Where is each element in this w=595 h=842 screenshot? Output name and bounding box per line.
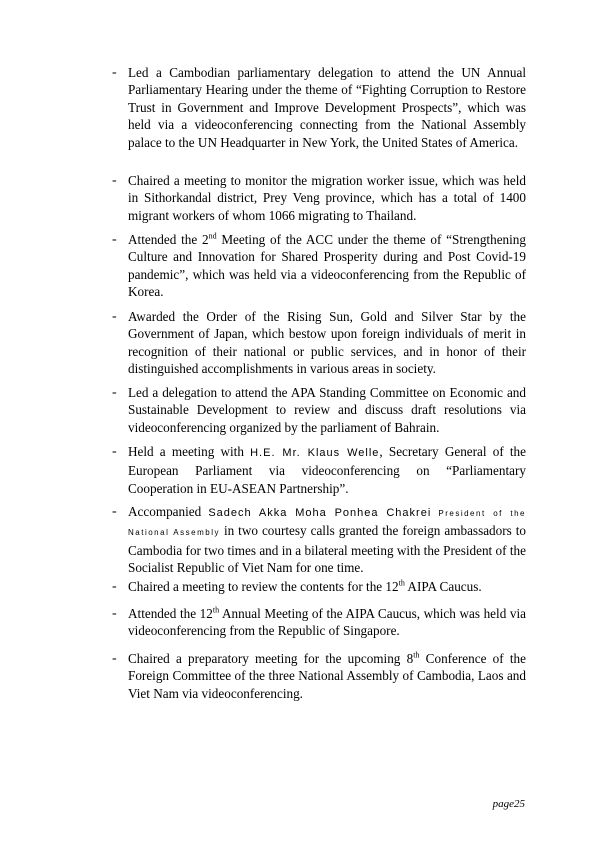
bullet-item-5 [112, 384, 526, 436]
bullet-text-pre: Attended the 2 [128, 232, 209, 247]
bullet-text-post: Annual Meeting of the AIPA Caucus, which was held via videoconferencing from the Republic of Singapore. [128, 606, 526, 639]
bullet-text [128, 443, 526, 497]
bullet-text-post: AIPA Caucus. [404, 579, 482, 594]
ordinal-superscript: th [413, 650, 420, 660]
bullet-item-1 [112, 64, 526, 151]
bullet-item-10 [112, 650, 526, 702]
bullet-dash: - [112, 309, 117, 324]
page-number: page25 [492, 798, 525, 810]
bullet-text-post: in two courtesy calls granted the foreign ambassadors to Cambodia for two times and in a bilateral meeting with the President of the Socialist Republic of Viet Nam for one time. [128, 523, 526, 576]
bullet-text [128, 503, 526, 577]
ordinal-superscript: th [398, 578, 405, 588]
bullet-dash: - [112, 444, 117, 459]
bullet-text-post: Conference of the Foreign Committee of the three National Assembly of Cambodia, Laos and Viet Nam via videoconferencing. [128, 651, 526, 701]
bullet-dash: - [112, 579, 117, 594]
bullet-text-post: Meeting of the ACC under the theme of “Strengthening Culture and Innovation for Shared Prosperity during and Post Covid-19 pandemic”, which was held via a videoconferencing from the Republic of Korea. [128, 232, 526, 300]
person-name: Sadech Akka Moha Ponhea Chakrei [208, 507, 432, 519]
bullet-dash: - [112, 651, 117, 666]
bullet-item-9 [112, 605, 526, 640]
bullet-text-pre: Held a meeting with [128, 444, 251, 459]
bullet-text [128, 578, 526, 595]
bullet-text-pre: Attended the 12 [128, 606, 213, 621]
bullet-dash: - [112, 65, 117, 80]
bullet-text [128, 231, 526, 301]
bullet-text: Led a delegation to attend the APA Standing Committee on Economic and Sustainable Development to review and discuss draft resolutions via videoconferencing organized by the parliament of Bahrain. [128, 385, 526, 435]
bullet-item-3 [112, 231, 526, 301]
bullet-text-pre: Accompanied [128, 504, 209, 519]
bullet-dash: - [112, 232, 117, 247]
bullet-dash: - [112, 385, 117, 400]
bullet-text-pre: Chaired a preparatory meeting for the upcoming 8 [128, 651, 414, 666]
bullet-text [128, 605, 526, 640]
bullet-text-post: , Secretary General of the European Parliament via videoconferencing on “Parliamentary Cooperation in EU-ASEAN Partnership”. [128, 444, 526, 496]
bullet-dash: - [112, 504, 117, 519]
person-title: President of the National Assembly [128, 509, 527, 538]
ordinal-superscript: nd [208, 231, 217, 241]
bullet-dash: - [112, 606, 117, 621]
bullet-item-4 [112, 308, 526, 378]
bullet-text: Chaired a meeting to monitor the migration worker issue, which was held in Sithorkandal district, Prey Veng province, which has a total of 1400 migrant workers of whom 1066 migrating to Thailand. [128, 173, 526, 223]
bullet-item-2 [112, 172, 526, 224]
person-name: H.E. Mr. Klaus Welle [250, 447, 380, 459]
bullet-item-7 [112, 503, 526, 577]
bullet-text: Awarded the Order of the Rising Sun, Gold and Silver Star by the Government of Japan, which bestow upon foreign individuals of merit in recognition of their national or public services, and in honor of their distinguished accomplishments in various areas in society. [128, 309, 526, 377]
bullet-item-6 [112, 443, 526, 497]
bullet-dash: - [112, 173, 117, 188]
ordinal-superscript: th [212, 605, 220, 615]
bullet-text-pre: Chaired a meeting to review the contents for the 12 [128, 579, 399, 594]
bullet-item-8 [112, 578, 526, 595]
bullet-text [128, 650, 526, 702]
bullet-text: Led a Cambodian parliamentary delegation to attend the UN Annual Parliamentary Hearing under the theme of “Fighting Corruption to Restore Trust in Government and Improve Development Prospects”, which was held via a videoconferencing connecting from the National Assembly palace to the UN Headquarter in New York, the United States of America. [128, 65, 526, 150]
